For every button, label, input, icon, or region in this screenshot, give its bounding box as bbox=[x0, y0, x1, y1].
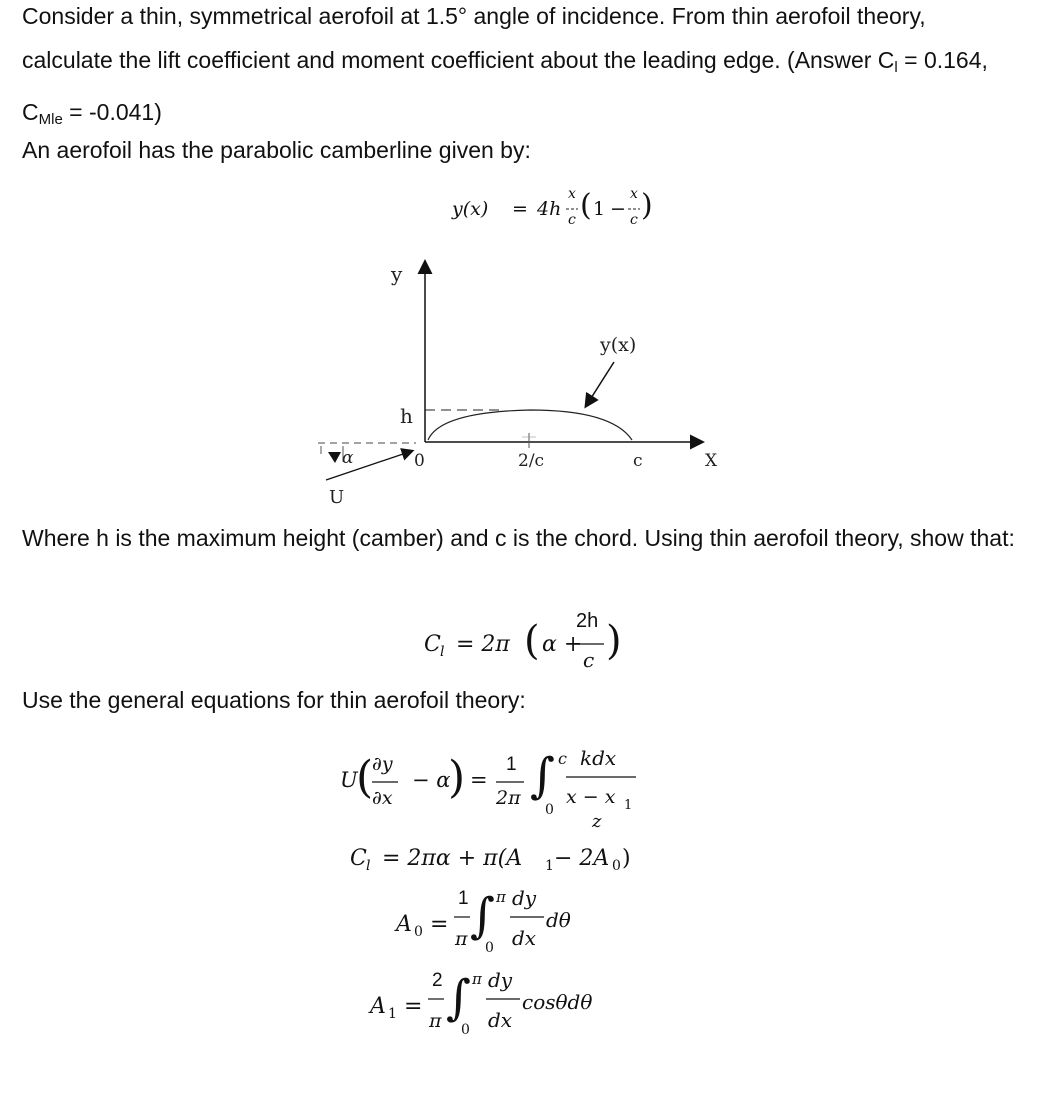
cl-subscript: l bbox=[894, 59, 898, 76]
y-axis-label: y bbox=[391, 262, 403, 286]
x-axis-label: X bbox=[705, 451, 718, 471]
cm-subscript: Mle bbox=[38, 111, 63, 128]
alpha-label: α bbox=[342, 448, 354, 468]
problem-1-text: Consider a thin, symmetrical aerofoil at 1.5° angle of incidence. From thin aerofoil theory, calculate the lift coefficient and moment coefficient about the leading edge. (Answer $C_l = 0.164$, $C_{Mle} = -0.041$) bbox=[22, 3, 988, 128]
chord-label: c bbox=[633, 451, 643, 471]
curve-label: y(x) bbox=[600, 334, 637, 356]
general-equations-intro: Use the general equations for thin aerofoil theory: bbox=[22, 687, 526, 713]
origin-label: 0 bbox=[414, 451, 425, 471]
h-label: h bbox=[400, 404, 413, 428]
freestream-label: U bbox=[329, 487, 345, 508]
camberline-intro: An aerofoil has the parabolic camberline given by: bbox=[22, 137, 531, 163]
where-text: Where h is the maximum height (camber) and c is the chord. Using thin aerofoil theory, show that: bbox=[22, 525, 1015, 551]
mid-chord-label: 2/c bbox=[518, 451, 545, 471]
